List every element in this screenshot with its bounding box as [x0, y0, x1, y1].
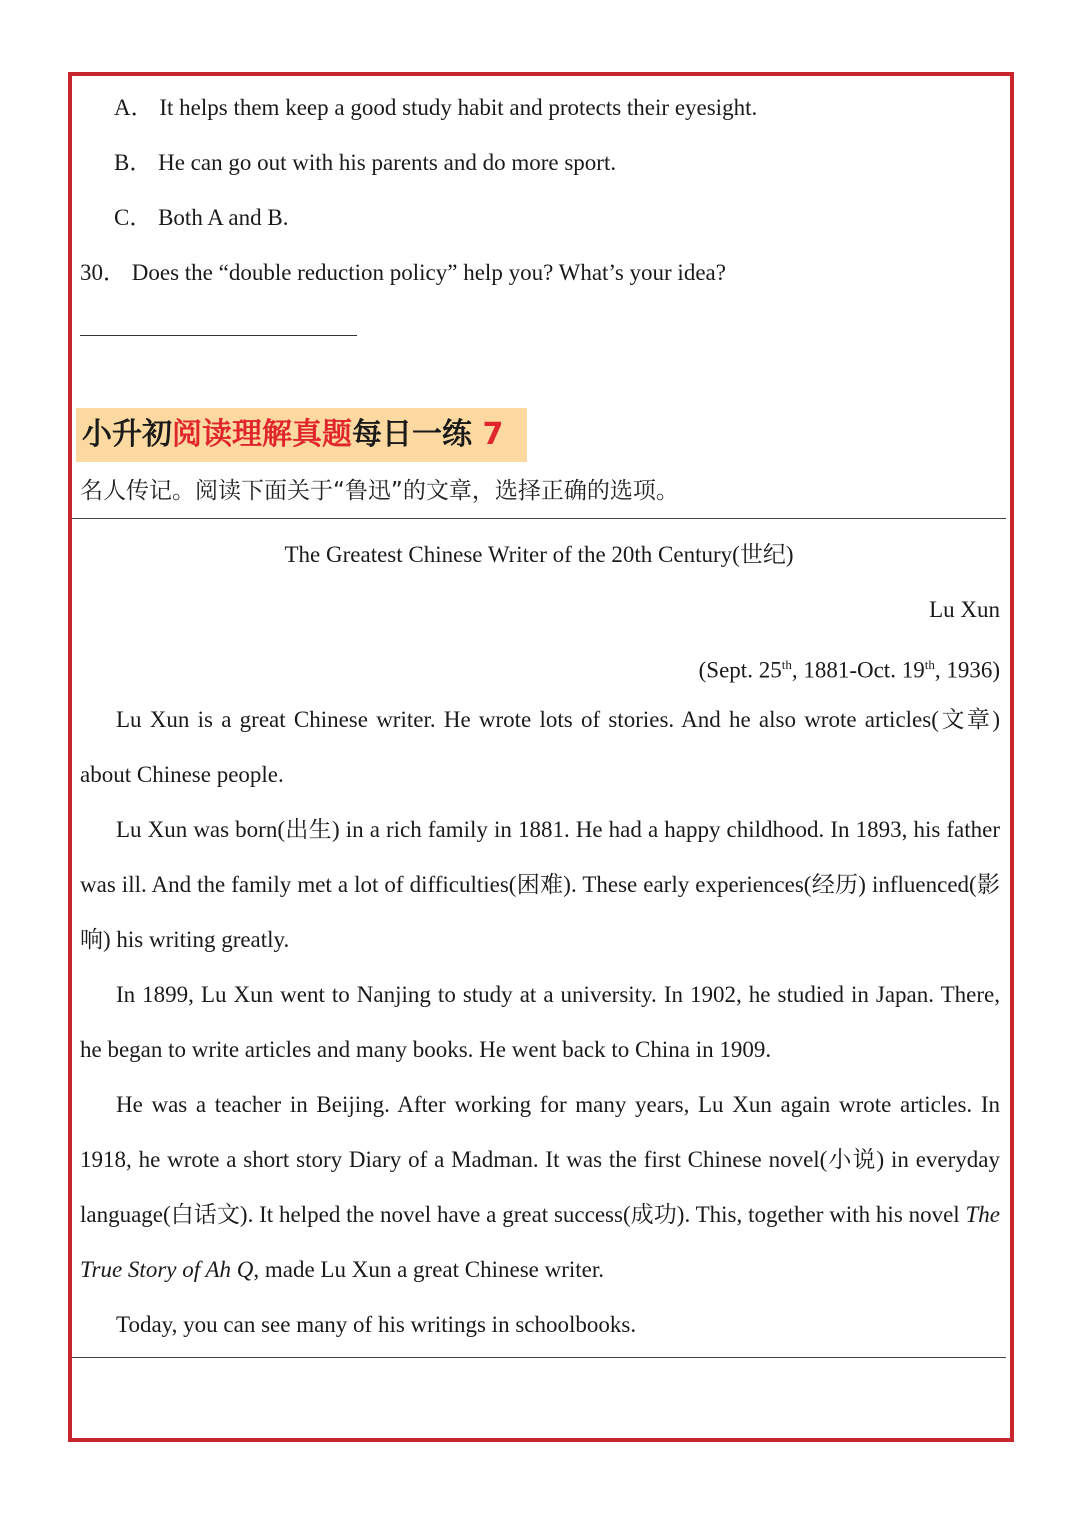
article-author: Lu Xun: [929, 597, 1000, 622]
article-top-rule: [72, 518, 1006, 519]
answer-blank-line[interactable]: [80, 335, 357, 336]
dates-sup1: th: [781, 657, 792, 672]
paragraph-4-a: He was a teacher in Beijing. After working for many years, Lu Xun again wrote articles. In 1918, he wrote a short story Diary of a Madman. It was the first Chinese novel(小说) in everyday language(白话文). It helped the novel have a great success(成功). This, together with his novel: [80, 1092, 1000, 1227]
option-c: C． Both A and B.: [114, 205, 289, 230]
dates-close: , 1936): [934, 657, 1000, 683]
option-a: A． It helps them keep a good study habit and protects their eyesight.: [114, 95, 758, 120]
banner-part1: 小升初: [82, 417, 172, 452]
banner-part3: 每日一练: [352, 417, 472, 452]
paragraph-4-b: , made Lu Xun a great Chinese writer.: [253, 1257, 605, 1282]
instruction-text: 名人传记。阅读下面关于“鲁迅”的文章，选择正确的选项。: [80, 478, 679, 504]
question-30: 30． Does the “double reduction policy” help you? What’s your idea?: [80, 260, 726, 285]
dates-open: (Sept. 25: [698, 657, 782, 683]
article-bottom-rule: [72, 1357, 1006, 1358]
banner-part4: 7: [472, 417, 504, 452]
section-banner: [76, 408, 527, 462]
dates-mid: , 1881-Oct. 19: [791, 657, 925, 683]
novel-title: The True Story of Ah Q: [80, 1202, 1000, 1282]
option-b: B． He can go out with his parents and do more sport.: [114, 150, 617, 175]
banner-part2: 阅读理解真题: [172, 417, 352, 452]
paragraph-3: In 1899, Lu Xun went to Nanjing to study at a university. In 1902, he studied in Japan. There, he began to write articles and many books. He went back to China in 1909.: [80, 982, 1000, 1062]
paragraph-5: Today, you can see many of his writings in schoolbooks.: [116, 1312, 637, 1337]
article-dates: [699, 650, 1000, 686]
article-title: The Greatest Chinese Writer of the 20th Century(世纪): [284, 542, 794, 567]
paragraph-1: Lu Xun is a great Chinese writer. He wrote lots of stories. And he also wrote articles(文章) about Chinese people.: [80, 707, 1000, 787]
paragraph-4: [80, 1077, 1000, 1297]
article-body: [80, 692, 1000, 1352]
dates-sup2: th: [924, 657, 935, 672]
paragraph-2: Lu Xun was born(出生) in a rich family in 1881. He had a happy childhood. In 1893, his father was ill. And the family met a lot of difficulties(困难). These early experiences(经历) influenced(影响) his writing greatly.: [80, 817, 1000, 952]
